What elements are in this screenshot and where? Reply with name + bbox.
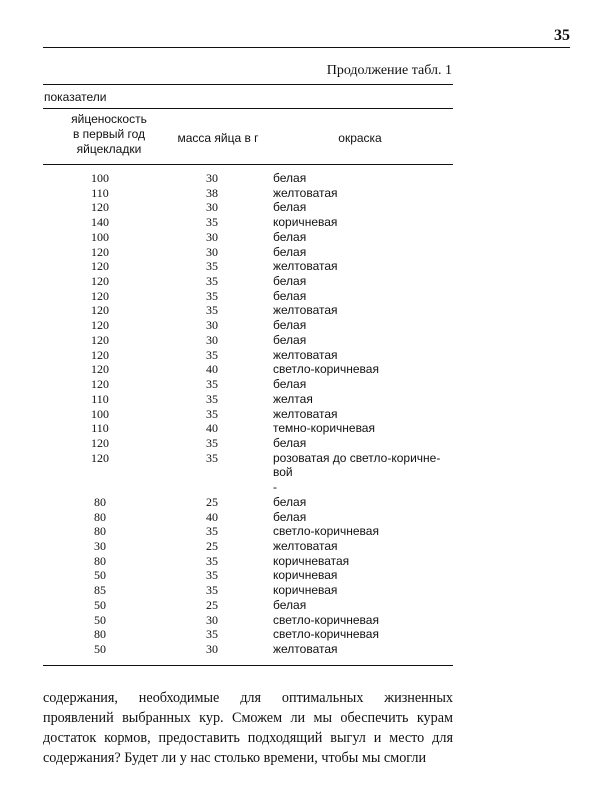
egg-production-cell: 80: [94, 524, 106, 539]
table-body: [0, 171, 600, 657]
shell-color-cell: светло-коричневая: [273, 627, 379, 642]
column-header-egg-mass: масса яйца в г: [177, 131, 259, 145]
egg-mass-cell: 35: [206, 568, 218, 583]
table-row: [0, 186, 600, 201]
shell-color-cell: коричневая: [273, 583, 338, 598]
table-row: [0, 200, 600, 215]
egg-production-cell: 110: [91, 185, 109, 200]
table-row: [0, 171, 600, 186]
egg-mass-cell: 30: [206, 318, 218, 333]
column-header-line: в первый год: [72, 127, 146, 141]
page-number: 35: [554, 27, 570, 44]
shell-color-line: розоватая до светло-коричне-: [273, 450, 441, 465]
shell-color-cell: желтая: [273, 391, 313, 406]
shell-color-cell: светло-коричневая: [273, 362, 379, 377]
table-row: [0, 362, 600, 377]
table-row: [0, 495, 600, 510]
egg-mass-cell: 35: [206, 406, 218, 421]
shell-color-cell: темно-коричневая: [273, 421, 375, 436]
shell-color-cell: желтоватая: [273, 538, 338, 553]
egg-production-cell: 50: [94, 612, 106, 627]
egg-production-cell: 120: [91, 362, 109, 377]
table-row: [0, 303, 600, 318]
egg-production-cell: 120: [91, 377, 109, 392]
egg-mass-cell: 30: [206, 332, 218, 347]
shell-color-line: вой: [273, 464, 293, 479]
shell-color-cell: светло-коричневая: [273, 524, 379, 539]
table-row: [0, 392, 600, 407]
table-row: [0, 289, 600, 304]
egg-mass-cell: 35: [206, 347, 218, 362]
egg-production-cell: 100: [91, 406, 109, 421]
egg-mass-cell: 38: [206, 185, 218, 200]
shell-color-cell: белая: [273, 597, 307, 612]
egg-production-cell: 80: [94, 509, 106, 524]
egg-production-cell: 50: [94, 568, 106, 583]
egg-mass-cell: 40: [206, 362, 218, 377]
egg-mass-cell: 35: [206, 215, 218, 230]
header-top-rule: [43, 108, 453, 109]
egg-production-cell: 120: [91, 244, 109, 259]
table-row: [0, 539, 600, 554]
egg-production-cell: 140: [91, 215, 109, 230]
egg-mass-cell: 30: [206, 244, 218, 259]
table-row: [0, 318, 600, 333]
egg-mass-cell: 40: [206, 509, 218, 524]
column-header-egg-production: [54, 112, 164, 157]
table-row: [0, 480, 600, 495]
table-row: [0, 613, 600, 628]
column-header-color: окраска: [338, 131, 382, 145]
egg-production-cell: 120: [91, 288, 109, 303]
shell-color-cell: коричневатая: [273, 553, 350, 568]
table-row: [0, 377, 600, 392]
section-label: показатели: [44, 90, 107, 104]
egg-mass-cell: 25: [206, 494, 218, 509]
egg-production-cell: 120: [91, 200, 109, 215]
egg-production-cell: 100: [91, 171, 109, 185]
egg-production-cell: 120: [91, 450, 109, 465]
shell-color-cell: белая: [273, 171, 307, 185]
egg-production-cell: 100: [91, 229, 109, 244]
column-header-line: яйценоскость: [71, 112, 147, 126]
table-row: [0, 451, 600, 480]
shell-color-cell: желтоватая: [273, 642, 338, 656]
egg-mass-cell: 35: [206, 553, 218, 568]
egg-production-cell: 110: [91, 391, 109, 406]
shell-color-cell: желтоватая: [273, 259, 338, 274]
egg-mass-cell: 35: [206, 627, 218, 642]
egg-production-cell: 80: [94, 494, 106, 509]
table-row: [0, 333, 600, 348]
egg-mass-cell: 35: [206, 450, 218, 465]
shell-color-cell: светло-коричневая: [273, 612, 379, 627]
egg-production-cell: 30: [94, 538, 106, 553]
shell-color-cell: желтоватая: [273, 406, 338, 421]
table-row: [0, 421, 600, 436]
table-row: [0, 348, 600, 363]
shell-color-cell: белая: [273, 229, 307, 244]
egg-production-cell: 120: [91, 435, 109, 450]
table-row: [0, 568, 600, 583]
column-header-line: яйцекладки: [76, 142, 142, 156]
body-paragraph: содержания, необходимые для оптимальных жизненных проявлений выбранных кур. Сможем ли мы обеспечить курам достаток кормов, предоставить подходящий выгул и место для содержания? Будет ли у нас столько времени, чтобы мы смогли: [43, 690, 453, 766]
table-row: [0, 524, 600, 539]
egg-mass-cell: 30: [206, 612, 218, 627]
table-top-rule: [43, 84, 453, 85]
shell-color-cell: желтоватая: [273, 303, 338, 318]
table-row: [0, 583, 600, 598]
egg-mass-cell: 35: [206, 288, 218, 303]
table-row: [0, 436, 600, 451]
egg-mass-cell: 35: [206, 524, 218, 539]
egg-mass-cell: 35: [206, 377, 218, 392]
shell-color-cell: желтоватая: [273, 185, 338, 200]
shell-color-cell: белая: [273, 244, 307, 259]
table-row: [0, 598, 600, 613]
egg-production-cell: 50: [94, 597, 106, 612]
shell-color-cell: белая: [273, 200, 307, 215]
shell-color-cell: белая: [273, 494, 307, 509]
header-rule: [43, 47, 570, 48]
table-row: [0, 510, 600, 525]
table-row: [0, 259, 600, 274]
egg-production-cell: 80: [94, 627, 106, 642]
egg-production-cell: 120: [91, 347, 109, 362]
egg-mass-cell: 35: [206, 435, 218, 450]
shell-color-cell: белая: [273, 288, 307, 303]
table-row: [0, 274, 600, 289]
egg-mass-cell: 25: [206, 597, 218, 612]
egg-production-cell: 50: [94, 642, 106, 656]
egg-mass-cell: 35: [206, 274, 218, 289]
header-bottom-rule: [43, 164, 453, 165]
shell-color-cell: белая: [273, 435, 307, 450]
egg-mass-cell: 30: [206, 642, 218, 656]
continuation-label: Продолжение табл. 1: [326, 63, 452, 78]
shell-color-cell: белая: [273, 318, 307, 333]
shell-color-cell: коричневая: [273, 215, 338, 230]
table-bottom-rule: [43, 665, 453, 666]
egg-production-cell: 120: [91, 274, 109, 289]
shell-color-cell: желтоватая: [273, 347, 338, 362]
egg-production-cell: 85: [94, 583, 106, 598]
table-row: [0, 215, 600, 230]
egg-mass-cell: 30: [206, 229, 218, 244]
egg-production-cell: 80: [94, 553, 106, 568]
shell-color-cell: белая: [273, 274, 307, 289]
egg-production-cell: 120: [91, 332, 109, 347]
shell-color-cell: белая: [273, 509, 307, 524]
egg-mass-cell: 25: [206, 538, 218, 553]
egg-mass-cell: 30: [206, 171, 218, 185]
egg-mass-cell: 35: [206, 583, 218, 598]
egg-mass-cell: 35: [206, 303, 218, 318]
table-row: [0, 642, 600, 657]
egg-production-cell: 120: [91, 318, 109, 333]
egg-production-cell: 120: [91, 303, 109, 318]
shell-color-cell: коричневая: [273, 568, 338, 583]
shell-color-cell: белая: [273, 332, 307, 347]
table-row: [0, 407, 600, 422]
shell-color-cell: [273, 451, 458, 479]
table-row: [0, 230, 600, 245]
egg-production-cell: 120: [91, 259, 109, 274]
shell-color-cell: -: [273, 480, 277, 495]
table-row: [0, 627, 600, 642]
egg-mass-cell: 35: [206, 259, 218, 274]
egg-mass-cell: 40: [206, 421, 218, 436]
shell-color-cell: белая: [273, 377, 307, 392]
table-row: [0, 554, 600, 569]
egg-mass-cell: 30: [206, 200, 218, 215]
egg-production-cell: 110: [91, 421, 109, 436]
egg-mass-cell: 35: [206, 391, 218, 406]
table-row: [0, 245, 600, 260]
